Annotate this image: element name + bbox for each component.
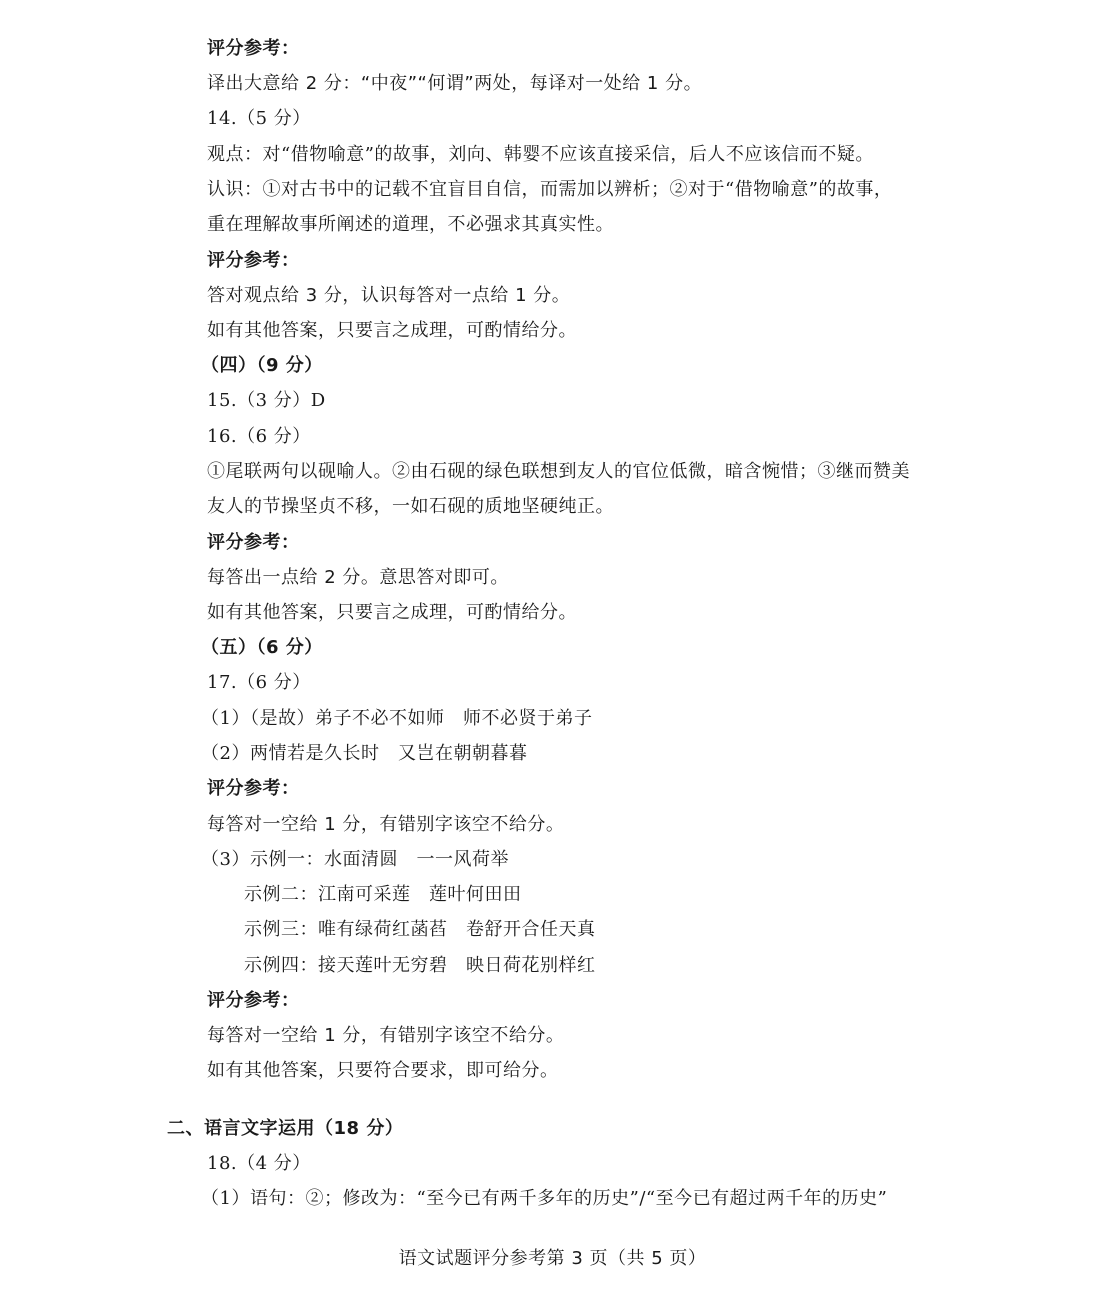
scoring-line: 如有其他答案，只要符合要求，即可给分。 [207, 1060, 559, 1081]
subsection-heading: （五）（6 分） [201, 637, 323, 658]
page-footer: 语文试题评分参考第 3 页（共 5 页） [398, 1248, 707, 1269]
scoring-reference-heading: 评分参考： [207, 250, 300, 271]
answer-line: （2）两情若是久长时 又岂在朝朝暮暮 [201, 743, 528, 764]
example-line: 示例二：江南可采莲 莲叶何田田 [244, 884, 522, 905]
scoring-line: 每答出一点给 2 分。意思答对即可。 [207, 567, 509, 588]
scoring-line: 如有其他答案，只要言之成理，可酌情给分。 [207, 602, 577, 623]
subsection-heading: （四）（9 分） [201, 355, 323, 376]
scoring-line: 译出大意给 2 分：“中夜”“何谓”两处，每译对一处给 1 分。 [207, 73, 703, 94]
answer-line: （1）语句：②；修改为：“至今已有两千多年的历史”/“至今已有超过两千年的历史” [201, 1188, 888, 1209]
section-heading: 二、语言文字运用（18 分） [167, 1118, 404, 1139]
answer-line: ①尾联两句以砚喻人。②由石砚的绿色联想到友人的官位低微，暗含惋惜；③继而赞美 [207, 461, 910, 482]
question-number: 18.（4 分） [207, 1153, 311, 1174]
scoring-reference-heading: 评分参考： [207, 38, 300, 59]
question-number: 15.（3 分）D [207, 390, 326, 411]
answer-line: （1）（是故）弟子不必不如师 师不必贤于弟子 [201, 708, 593, 729]
answer-line: 友人的节操坚贞不移，一如石砚的质地坚硬纯正。 [207, 496, 614, 517]
example-line: 示例四：接天莲叶无穷碧 映日荷花别样红 [244, 955, 596, 976]
answer-line: 重在理解故事所阐述的道理，不必强求其真实性。 [207, 214, 614, 235]
answer-line: 认识：①对古书中的记载不宜盲目自信，而需加以辨析；②对于“借物喻意”的故事， [207, 179, 893, 200]
scoring-line: 答对观点给 3 分，认识每答对一点给 1 分。 [207, 285, 571, 306]
answer-line: （3）示例一：水面清圆 一一风荷举 [201, 849, 509, 870]
question-number: 17.（6 分） [207, 672, 311, 693]
scoring-reference-heading: 评分参考： [207, 532, 300, 553]
question-number: 16.（6 分） [207, 426, 311, 447]
scoring-line: 每答对一空给 1 分，有错别字该空不给分。 [207, 1025, 565, 1046]
scoring-line: 如有其他答案，只要言之成理，可酌情给分。 [207, 320, 577, 341]
scoring-reference-heading: 评分参考： [207, 778, 300, 799]
scoring-reference-heading: 评分参考： [207, 990, 300, 1011]
example-line: 示例三：唯有绿荷红菡萏 卷舒开合任天真 [244, 919, 596, 940]
scoring-line: 每答对一空给 1 分，有错别字该空不给分。 [207, 814, 565, 835]
question-number: 14.（5 分） [207, 108, 311, 129]
answer-line: 观点：对“借物喻意”的故事，刘向、韩婴不应该直接采信，后人不应该信而不疑。 [207, 144, 874, 165]
